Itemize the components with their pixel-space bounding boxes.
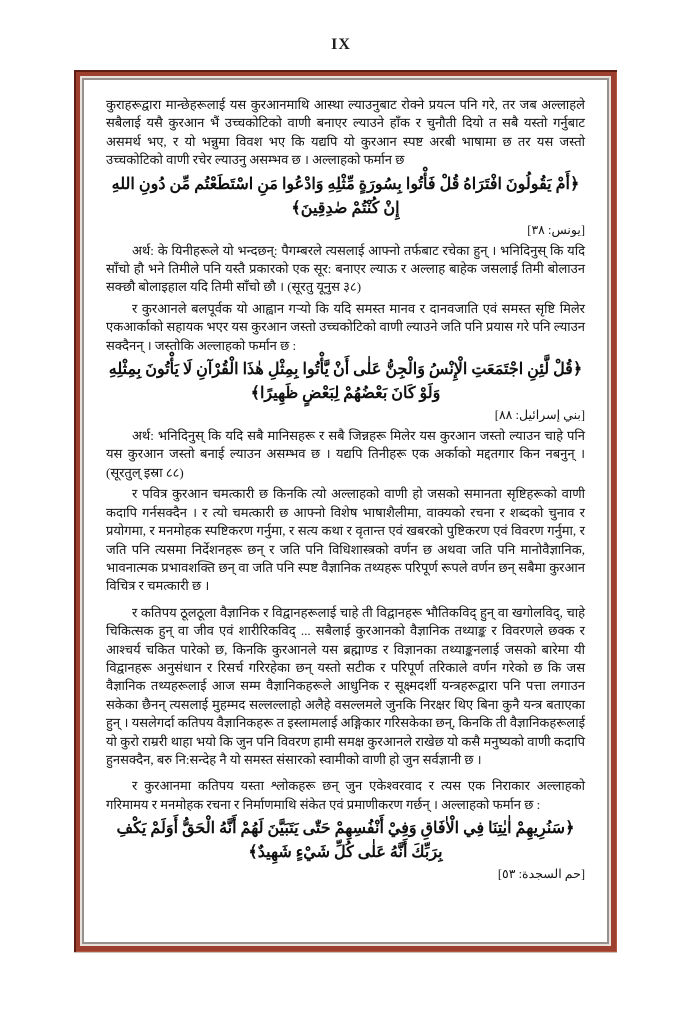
frame-inner-line — [80, 76, 611, 946]
body-paragraph: र कुरआनले बलपूर्वक यो आह्वान गऱ्यो कि यदि समस्त मानव र दानवजाति एवं समस्त सृष्टि मिलेर एकआर्काको सहायक भएर यस कुरआन जस्तो उच्चकोटिको वाणी ल्याउने जति पनि प्रयास गरे पनि ल्याउन सक्दैनन् । जस्तोकि अल्लाहको फर्मान छ : — [106, 300, 585, 353]
body-paragraph: अर्थ: भनिदिनुस् कि यदि सबै मानिसहरू र सबै जिन्नहरू मिलेर यस कुरआन जस्तो ल्याउन चाहे पनि यस कुरआन जस्तो बनाई ल्याउन असम्भव छ । यद्यपि तिनीहरू एक अर्काको मद्दतगार किन नबनुन् । (सूरतुल् इस्रा ८८) — [106, 428, 585, 480]
decorative-frame — [74, 70, 617, 952]
body-paragraph: र पवित्र कुरआन चमत्कारी छ किनकि त्यो अल्लाहको वाणी हो जसको समानता सृष्टिहरूको वाणी कदापि गर्नसक्दैन । र त्यो चमत्कारी छ आफ्नो विशेष भाषाशैलीमा, वाक्यको रचना र शब्दको चुनाव र प्रयोगमा, र मनमोहक स्पष्टिकरण गर्नुमा, र सत्य कथा र वृतान्त एवं खबरको पुष्टिकरण एवं विवरण गर्नुमा, र जति पनि त्यसमा निर्देशनहरू छन् र जति पनि विधिशास्त्रको वर्णन छ अथवा जति पनि मानोवैज्ञानिक, भावनात्मक प्रभावशक्ति छन् वा जति पनि स्पष्ट वैज्ञानिक तथ्यहरू परिपूर्ण रूपले वर्णन छन् सबैमा कुरआन विचित्र र चमत्कारी छ । — [106, 486, 585, 594]
verse-reference: [يونس: ٣٨] — [527, 222, 585, 237]
verse-reference: [حم السجدة: ٥٣] — [497, 867, 585, 882]
verse-reference: [بني إسرائيل: ٨٨] — [494, 408, 585, 423]
quran-verse-arabic: ﴿أَمْ يَقُولُونَ افْتَرَاهُ قُلْ فَأْتُوا بِسُورَةٍ مِّثْلِهِ وَادْعُوا مَنِ اسْتَطَعْتُم مِّن دُونِ اللهِ إِنْ كُنْتُمْ صٰدِقِينَ﴾ — [111, 175, 580, 217]
body-paragraph: कुराहरूद्वारा मान्छेहरूलाई यस कुरआनमाथि आस्था ल्याउनुबाट रोक्ने प्रयत्न पनि गरे, तर जब अल्लाहले सबैलाई यसै कुरआन भैं उच्चकोटिको वाणी बनाएर ल्याउने हाँक र चुनौती दियो त सबै यस्तो गर्नुबाट असमर्थ भए, र यो भन्नुमा विवश भए कि यद्यपि यो कुरआन स्पष्ट अरबी भाषामा छ तर यस जस्तो उच्चकोटिको वाणी रचेर ल्याउनु असम्भव छ । अल्लाहको फर्मान छ — [106, 97, 585, 168]
page-content-area — [82, 78, 609, 944]
quran-verse-arabic: ﴿سَنُرِيهِمْ اٰيٰتِنَا فِي الْاٰفَاقِ وَفِيْ أَنْفُسِهِمْ حَتّٰى يَتَبَيَّنَ لَهُمْ أَنَّهُ الْحَقُّ أَوَلَمْ يَكْفِ بِرَبِّكَ أَنَّهُ عَلٰى كُلِّ شَيْءٍ شَهِيدٌ﴾ — [116, 820, 575, 862]
quran-verse-arabic: ﴿قُلْ لَّئِنِ اجْتَمَعَتِ الْإِنْسُ وَالْجِنُّ عَلٰى أَنْ يَّأْتُوا بِمِثْلِ هٰذَا الْقُرْآنِ لَا يَأْتُونَ بِمِثْلِهِ وَلَوْ كَانَ بَعْضُهُمْ لِبَعْضٍ ظَهِيرًا﴾ — [108, 361, 583, 403]
body-paragraph: अर्थ: के यिनीहरूले यो भन्दछन्: पैगम्बरले त्यसलाई आफ्नो तर्फबाट रचेका हुन् । भनिदिनुस् कि यदि साँचो हौ भने तिमीले पनि यस्तै प्रकारको एक सूर: बनाएर ल्याऊ र अल्लाह बाहेक जसलाई तिमी बोलाउन सक्छौ बोलाइहाल यदि तिमी साँचो छौ । (सूरतु यूनुस ३८) — [106, 242, 585, 295]
body-paragraph: र कतिपय ठूलठूला वैज्ञानिक र विद्वानहरूलाई चाहे ती विद्वानहरू भौतिकविद् हुन् वा खगोलविद्, चाहे चिकित्सक हुन् वा जीव एवं शारीरिकविद् ... सबैलाई कुरआनको वैज्ञानिक तथ्याङ्क र विवरणले छक्क र आश्चर्य चकित पारेको छ, किनकि कुरआनले यस ब्रह्माण्ड र विज्ञानका तथ्याङ्कनलाई जसको बारेमा यी विद्वानहरू अनुसंधान र रिसर्च गरिरहेका छन् यस्तो सटीक र परिपूर्ण तरिकाले वर्णन गरेको छ कि जस वैज्ञानिक तथ्यहरूलाई आज सम्म वैज्ञानिकहरूले आधुनिक र सूक्ष्मदर्शी यन्त्रहरूद्वारा पनि पत्ता लगाउन सकेका छैनन् त्यसलाई मुहम्मद सल्लल्लाहो अलैहे वसल्लमले जुनकि निरक्षर थिए बिना कुनै यन्त्र बताएका हुन् । यसलेगर्दा कतिपय वैज्ञानिकहरू त इस्लामलाई अङ्गिकार गरिसकेका छन्, किनकि ती वैज्ञानिकहरूलाई यो कुरो राम्ररी थाहा भयो कि जुन पनि विवरण हामी समक्ष कुरआनले राखेछ यो कसै मनुष्यको वाणी कदापि हुनसक्दैन, बरु नि:सन्देह नै यो समस्त संसारको स्वामीको वाणी हो जुन सर्वज्ञानी छ । — [106, 604, 585, 767]
body-paragraph: र कुरआनमा कतिपय यस्ता श्लोकहरू छन् जुन एकेश्वरवाद र त्यस एक निराकार अल्लाहको गरिमामय र मनमोहक रचना र निर्माणमाथि संकेत एवं प्रमाणीकरण गर्छन् । अल्लाहको फर्मान छ : — [106, 778, 585, 812]
page-number: IX — [331, 36, 351, 53]
